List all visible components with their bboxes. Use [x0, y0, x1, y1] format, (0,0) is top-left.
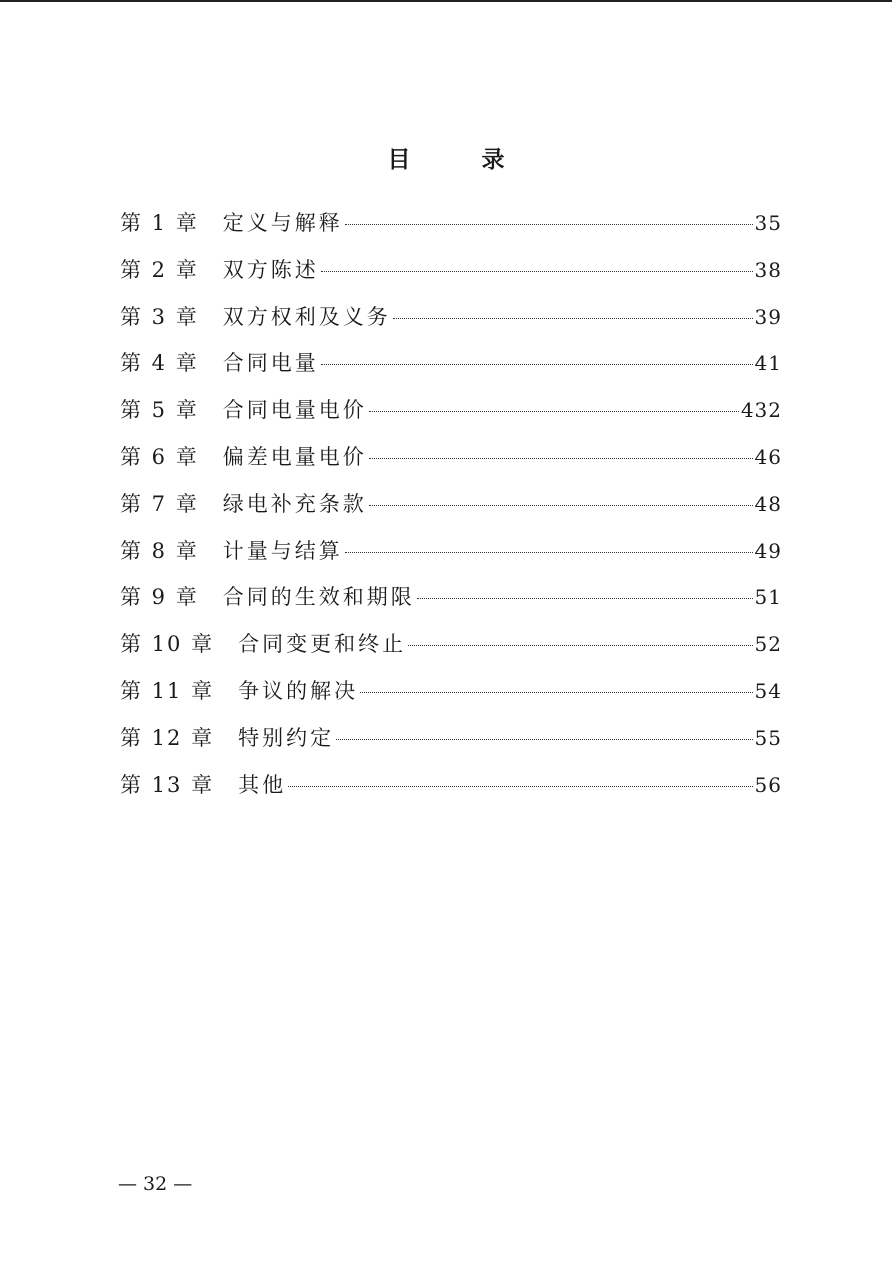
toc-entry[interactable] — [120, 204, 782, 251]
toc-chapter-title: 合同的生效和期限 — [222, 585, 415, 610]
toc-chapter-number: 第 8 章 — [120, 538, 199, 563]
toc-chapter-title: 双方权利及义务 — [222, 304, 391, 329]
toc-entry[interactable] — [120, 251, 782, 298]
toc-chapter-number: 第 13 章 — [120, 772, 215, 797]
toc-chapter-number: 第 2 章 — [120, 257, 199, 282]
toc-dot-leader — [336, 739, 752, 740]
toc-page-number: 46 — [754, 444, 782, 469]
toc-entry[interactable] — [120, 391, 782, 438]
toc-page-number: 54 — [754, 678, 782, 703]
toc-page-number: 56 — [754, 772, 782, 797]
toc-chapter-title: 特别约定 — [238, 725, 335, 750]
toc-chapter-number: 第 1 章 — [120, 211, 199, 235]
toc-dot-leader — [369, 458, 753, 459]
toc-chapter-title: 合同电量电价 — [222, 398, 367, 423]
toc-title: 目 录 — [387, 147, 529, 173]
toc-chapter-number: 第 3 章 — [120, 304, 199, 329]
toc-page-number: 38 — [754, 257, 782, 282]
toc-dot-leader — [321, 364, 753, 365]
toc-page-number: 35 — [754, 211, 782, 235]
toc-dot-leader — [345, 224, 753, 225]
toc-dot-leader — [321, 271, 753, 272]
toc-chapter-number: 第 4 章 — [120, 351, 199, 376]
toc-chapter-title: 定义与解释 — [222, 211, 343, 235]
toc-chapter-number: 第 7 章 — [120, 491, 199, 516]
toc-chapter-title: 合同电量 — [222, 351, 319, 376]
toc-chapter-number: 第 9 章 — [120, 585, 199, 610]
toc-entry[interactable] — [120, 766, 782, 813]
toc-chapter-title: 其他 — [238, 772, 287, 797]
toc-entry[interactable] — [120, 625, 782, 672]
toc-dot-leader — [345, 552, 753, 553]
page-number-footer: — 32 — — [118, 1173, 193, 1195]
toc-list — [120, 204, 782, 812]
toc-chapter-title: 合同变更和终止 — [238, 632, 407, 657]
toc-chapter-title: 计量与结算 — [222, 538, 343, 563]
toc-entry[interactable] — [120, 578, 782, 625]
toc-dot-leader — [288, 786, 752, 787]
toc-entry[interactable] — [120, 438, 782, 485]
toc-page-number: 432 — [740, 398, 782, 423]
toc-dot-leader — [360, 692, 752, 693]
toc-dot-leader — [417, 598, 753, 599]
toc-page-number: 41 — [754, 351, 782, 376]
toc-page-number: 52 — [754, 632, 782, 657]
toc-chapter-number: 第 11 章 — [120, 678, 215, 703]
toc-dot-leader — [369, 505, 753, 506]
toc-entry[interactable] — [120, 485, 782, 532]
toc-chapter-number: 第 10 章 — [120, 632, 215, 657]
toc-chapter-number: 第 5 章 — [120, 398, 199, 423]
toc-page-number: 51 — [754, 585, 782, 610]
toc-chapter-title: 绿电补充条款 — [222, 491, 367, 516]
toc-entry[interactable] — [120, 298, 782, 345]
toc-page-number: 48 — [754, 491, 782, 516]
toc-entry[interactable] — [120, 344, 782, 391]
toc-chapter-number: 第 6 章 — [120, 444, 199, 469]
toc-entry[interactable] — [120, 672, 782, 719]
toc-entry[interactable] — [120, 719, 782, 766]
toc-chapter-title: 争议的解决 — [238, 678, 359, 703]
toc-page-number: 55 — [754, 725, 782, 750]
toc-page-number: 49 — [754, 538, 782, 563]
toc-chapter-title: 偏差电量电价 — [222, 444, 367, 469]
toc-chapter-number: 第 12 章 — [120, 725, 215, 750]
toc-dot-leader — [369, 411, 739, 412]
toc-dot-leader — [393, 318, 753, 319]
toc-chapter-title: 双方陈述 — [222, 257, 319, 282]
toc-entry[interactable] — [120, 532, 782, 579]
toc-page-number: 39 — [754, 304, 782, 329]
toc-dot-leader — [408, 645, 752, 646]
top-border-line — [0, 0, 892, 2]
